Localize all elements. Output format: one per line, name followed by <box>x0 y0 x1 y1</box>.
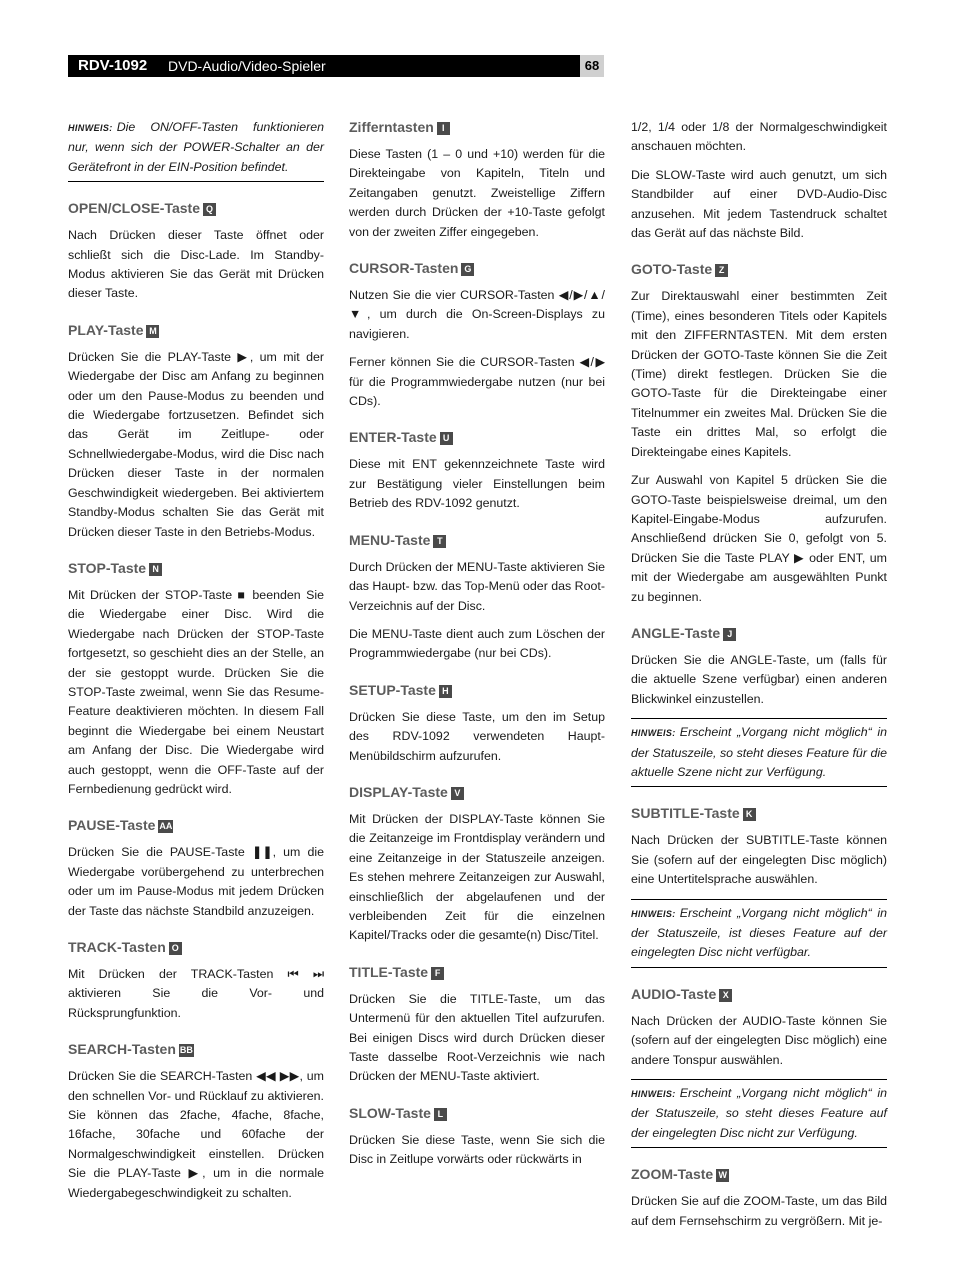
text-display: Mit Drücken der DISPLAY-Taste können Sie die Zeitanzeige im Frontdisplay verändern und eine Zeitanzeige in der Statuszeile anzeigen. Es stehen mehrere Zeitanzeigen zur Auswahl, einschließlich der abgelaufenen und der verbleibenden Zeit für die einzelnen Kapitel/Tracks oder die gesamte(n) Disc/Titel. <box>349 811 605 943</box>
product-model: RDV-1092 <box>78 57 148 74</box>
product-subtitle: DVD-Audio/Video-Spieler <box>168 58 326 74</box>
key-badge: T <box>433 535 446 548</box>
column-2 <box>349 118 605 1179</box>
note-power: HINWEIS: Die ON/OFF-Tasten funktionieren nur, wenn sich der POWER-Schalter an der Gerätefront in der EIN-Position befindet. <box>68 118 324 182</box>
key-badge: F <box>431 967 444 980</box>
text-subtitle: Nach Drücken der SUBTITLE-Taste können Sie (sofern auf der eingelegten Disc möglich) eine Untertitelsprache auswählen. <box>631 833 887 887</box>
text-angle: Drücken Sie die ANGLE-Taste, um (falls für die aktuelle Szene verfügbar) einen anderen Blickwinkel einzustellen. <box>631 652 887 706</box>
text-pause: Drücken Sie die PAUSE-Taste ❚❚, um die Wiedergabe vorübergehend zu unterbrechen oder um im Pause-Modus mit jedem Drücken der Taste das nächste Standbild anzuzeigen. <box>68 845 324 918</box>
note-label: HINWEIS: <box>631 728 676 739</box>
text-slow-2: Die SLOW-Taste wird auch genutzt, um sich Standbilder auf einer DVD-Audio-Disc anzusehen. Mit jedem Tastendruck schaltet das Gerät auf das nächste Bild. <box>631 167 887 241</box>
text-search: Drücken Sie die SEARCH-Tasten ◀◀ ▶▶, um den schnellen Vor- und Rücklauf zu aktivieren. Sie können das 2fache, 4fache, 8fache, 16fache, 30fache und 60fache der Normalgeschwindigkeit einstellen. Drücken Sie die PLAY-Taste ▶, um in die normale Wiedergabegeschwindigkeit zu schalten. <box>68 1069 324 1200</box>
heading-enter: ENTER-Taste U <box>349 428 605 446</box>
heading-open-close: OPEN/CLOSE-Taste Q <box>68 199 324 217</box>
note-angle: HINWEIS: Erscheint „Vorgang nicht möglich“ in der Statuszeile, so steht dieses Feature für die aktuelle Szene nicht zur Verfügung. <box>631 718 887 787</box>
heading-subtitle: SUBTITLE-Taste K <box>631 804 887 822</box>
note-subtitle: HINWEIS: Erscheint „Vorgang nicht möglich“ in der Statuszeile, ist dieses Feature auf der eingelegten Disc nicht verfügbar. <box>631 899 887 968</box>
key-badge: J <box>723 628 736 641</box>
key-badge: H <box>439 685 452 698</box>
text-open-close: Nach Drücken dieser Taste öffnet oder schließt sich die Disc-Lade. Im Standby-Modus aktivieren Sie das Gerät mit Drücken dieser Taste. <box>68 228 324 301</box>
key-badge: O <box>169 942 182 955</box>
key-badge: Z <box>715 264 728 277</box>
note-label: HINWEIS: <box>631 1089 676 1100</box>
text-zoom: Drücken Sie auf die ZOOM-Taste, um das Bild auf dem Fernsehschirm zu vergrößern. Mit je- <box>631 1194 887 1228</box>
text-slow: Drücken Sie diese Taste, wenn Sie sich die Disc in Zeitlupe vorwärts oder rückwärts in <box>349 1132 605 1167</box>
heading-title: TITLE-Taste F <box>349 963 605 981</box>
key-badge: K <box>743 808 756 821</box>
text-slow-continued: 1/2, 1/4 oder 1/8 der Normalgeschwindigkeit anschauen möchten. <box>631 120 887 154</box>
text-ziffern: Diese Tasten (1 – 0 und +10) werden für die Direkteingabe von Kapiteln, Titeln und Zeitangaben genutzt. Zweistellige Ziffern werden durch Drücken der +10-Taste gefolgt von der zweiten Ziffer eingegeben. <box>349 147 605 239</box>
key-badge: L <box>434 1108 447 1121</box>
heading-display: DISPLAY-Taste V <box>349 783 605 801</box>
text-track: Mit Drücken der TRACK-Tasten ⏮ ⏭ aktivieren Sie die Vor- und Rücksprungfunktion. <box>68 967 324 1020</box>
heading-menu: MENU-Taste T <box>349 531 605 549</box>
text-enter: Diese mit ENT gekennzeichnete Taste wird zur Bestätigung vieler Einstellungen beim Betrieb des RDV-1092 genutzt. <box>349 457 605 511</box>
key-badge: BB <box>179 1045 193 1056</box>
text-stop: Mit Drücken der STOP-Taste ■ beenden Sie die Wiedergabe einer Disc. Wird die Wiedergabe nach Drücken der STOP-Taste fortgesetzt, so geschieht dies an der Stelle, an der sie gestoppt wurde. Drücken Sie die STOP-Taste zweimal, wenn Sie das Resume-Feature deaktivieren möchten. In diesem Fall beginnt die Wiedergabe bei einem Neustart am Anfang der Disc. Die Wiedergabe wird auch gestoppt, wenn die OFF-Taste auf der Fernbedienung gedrückt wird. <box>68 587 324 796</box>
text-menu-1: Durch Drücken der MENU-Taste aktivieren Sie das Haupt- bzw. das Top-Menü oder das Root-Verzeichnis auf der Disc. <box>349 559 605 613</box>
heading-search: SEARCH-Tasten BB <box>68 1041 193 1058</box>
text-menu-2: Die MENU-Taste dient auch zum Löschen der Programmwiedergabe (nur bei CDs). <box>349 626 605 661</box>
key-badge: Q <box>203 203 216 216</box>
note-audio: HINWEIS: Erscheint „Vorgang nicht möglich“ in der Statuszeile, so steht dieses Feature auf der eingelegten Disc nicht zur Verfügung. <box>631 1079 887 1148</box>
note-label: HINWEIS: <box>68 123 113 133</box>
key-badge: I <box>437 122 450 135</box>
heading-angle: ANGLE-Taste J <box>631 624 887 642</box>
heading-zoom: ZOOM-Taste W <box>631 1165 887 1183</box>
text-play: Drücken Sie die PLAY-Taste ▶, um mit der Wiedergabe der Disc am Anfang zu beginnen oder um den Pause-Modus zu beenden und die Wiedergabe fortzusetzen. Befindet sich das Gerät im Zeitlupe- oder Schnellwiedergabe-Modus, wird die Disc nach Drücken dieser Taste in der normalen Geschwindigkeit wiedergeben. Bei aktiviertem Standby-Modus schalten Sie das Gerät mit Drücken dieser Taste in den Betriebs-Modus. <box>68 349 324 539</box>
text-setup: Drücken Sie diese Taste, um den im Setup des RDV-1092 verwendeten Haupt-Menübildschirm aufzurufen. <box>349 709 605 763</box>
key-badge: AA <box>159 821 173 832</box>
column-1 <box>68 118 324 1212</box>
key-badge: M <box>146 325 159 338</box>
text-audio: Nach Drücken der AUDIO-Taste können Sie (sofern auf der eingelegten Disc möglich) eine andere Tonspur auswählen. <box>631 1013 887 1067</box>
key-badge: N <box>149 563 162 576</box>
text-goto-2: Zur Auswahl von Kapitel 5 drücken Sie die GOTO-Taste beispielsweise dreimal, um den Kapitel-Eingabe-Modus aufzurufen. Anschließend drücken Sie 0, gefolgt von 5. Drücken Sie die Taste PLAY ▶ oder ENT, um mit der Wiedergabe am ausgewählten Punkt zu beginnen. <box>631 473 887 604</box>
heading-cursor: CURSOR-Tasten G <box>349 259 605 277</box>
heading-goto: GOTO-Taste Z <box>631 260 887 278</box>
heading-setup: SETUP-Taste H <box>349 681 605 699</box>
heading-stop: STOP-Taste N <box>68 559 324 577</box>
heading-play: PLAY-Taste M <box>68 321 324 339</box>
heading-audio: AUDIO-Taste X <box>631 985 887 1003</box>
key-badge: V <box>451 787 464 800</box>
text-title: Drücken Sie die TITLE-Taste, um das Untermenü für den aktuellen Titel aufzurufen. Bei einigen Discs wird durch Drücken dieser Taste dasselbe Root-Verzeichnis wie nach Drücken der MENU-Taste aktiviert. <box>349 991 605 1084</box>
heading-ziffern: Zifferntasten I <box>349 118 605 136</box>
key-badge: U <box>440 432 453 445</box>
heading-track: TRACK-Tasten O <box>68 938 324 956</box>
text-cursor-1: Nutzen Sie die vier CURSOR-Tasten ◀/▶/▲/▼, um durch die On-Screen-Displays zu navigieren. <box>349 288 605 341</box>
text-goto-1: Zur Direktauswahl einer bestimmten Zeit (Time), eines besonderen Titels oder Kapitels mit den ZIFFERNTASTEN. Mit dem ersten Drücken der GOTO-Taste können Sie die Zeit (Time) direkt festlegen. Drücken Sie die GOTO-Taste für die Direkteingabe einer Titelnummer ein zweites Mal. Drücken Sie die Taste ein drittes Mal, so erfolgt die Direkteingabe eines Kapitels. <box>631 289 887 459</box>
key-badge: G <box>461 263 474 276</box>
page-number: 68 <box>580 55 604 77</box>
key-badge: X <box>719 989 732 1002</box>
note-label: HINWEIS: <box>631 908 676 919</box>
text-cursor-2: Ferner können Sie die CURSOR-Tasten ◀/▶ für die Programmwiedergabe nutzen (nur bei CDs). <box>349 355 605 409</box>
page-header <box>68 55 580 77</box>
column-3 <box>631 118 887 1240</box>
key-badge: W <box>716 1169 729 1182</box>
heading-pause: PAUSE-Taste AA <box>68 817 173 834</box>
heading-slow: SLOW-Taste L <box>349 1104 605 1122</box>
